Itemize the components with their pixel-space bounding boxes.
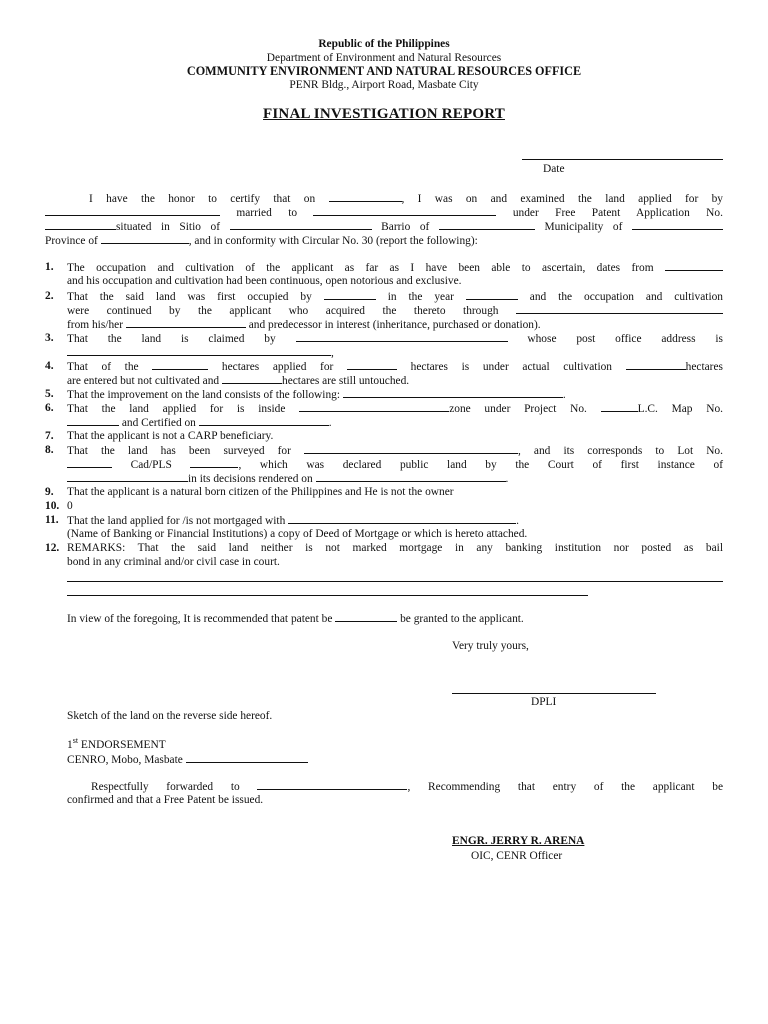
item-number: 4. (45, 360, 54, 372)
item-4-line-2 (67, 373, 409, 388)
hectares-total-field[interactable] (152, 359, 208, 370)
item-10-line-1: 0 (67, 500, 73, 512)
item-8-line-2 (67, 457, 723, 472)
item-text: That the improvement on the land consists of the following: (67, 389, 341, 401)
item-number: 1. (45, 261, 54, 273)
item-text: That the land applied for /is not mortgaged with (67, 515, 286, 527)
date-label: Date (543, 163, 565, 175)
first-occupant-field[interactable] (324, 289, 376, 300)
intro-text: under Free Patent Application No. (512, 207, 723, 219)
signatory-name: ENGR. JERRY R. ARENA (452, 835, 585, 847)
item-text: whose post office address is (527, 333, 723, 345)
item-9-line-1: That the applicant is a natural born citizen of the Philippines and He is not the owner (67, 486, 454, 498)
item-text: , which was declared public land by the Court of first instance of (238, 459, 723, 471)
exam-date-field[interactable] (329, 191, 402, 202)
item-number: 8. (45, 444, 54, 456)
item-text: are entered but not cultivated and (67, 375, 220, 387)
intro-text: , and in conformity with Circular No. 30 (report the following): (188, 235, 478, 247)
lot-no-field[interactable] (67, 457, 112, 468)
post-office-address-field[interactable] (67, 345, 331, 356)
item-8-line-1 (67, 443, 723, 458)
item-1-line-2: and his occupation and cultivation had been continuous, open notorious and exclusive. (67, 275, 462, 287)
hectares-cultivated-field[interactable] (626, 359, 686, 370)
intro-text: Municipality of (544, 221, 623, 233)
item-11-line-2: (Name of Banking or Financial Institutions) a copy of Deed of Mortgage or which is hereto attached. (67, 528, 528, 540)
hectares-untouched-field[interactable] (222, 373, 282, 384)
item-number: 7. (45, 430, 54, 442)
intro-text: Province of (45, 235, 98, 247)
item-5-line-1: That the improvement on the land consists of the following: . (67, 389, 566, 401)
item-text: That of the (67, 361, 139, 373)
item-number: 12. (45, 542, 60, 554)
item-2-line-2 (67, 303, 723, 318)
sitio-field[interactable] (230, 219, 372, 230)
intro-line-4 (45, 233, 478, 248)
item-text: from his/her (67, 319, 123, 331)
barrio-field[interactable] (439, 219, 535, 230)
intro-line-3 (45, 219, 723, 234)
page-title: FINAL INVESTIGATION REPORT (263, 106, 505, 122)
mortgagee-field[interactable] (288, 513, 516, 524)
address-line: PENR Bldg., Airport Road, Masbate City (289, 79, 479, 91)
item-text: zone under Project No. (449, 403, 587, 415)
item-text: L.C. Map No. (637, 403, 723, 415)
lc-map-no-field[interactable] (67, 415, 119, 426)
item-text: That the land is claimed by (67, 333, 276, 345)
item-4-line-1 (67, 359, 723, 374)
zone-field[interactable] (299, 401, 449, 412)
item-text: were continued by the applicant who acquired the thereto through (67, 305, 499, 317)
recommendation-text: In view of the foregoing, It is recommended that patent be (67, 613, 333, 625)
surveyed-for-field[interactable] (304, 443, 518, 454)
endorsement-ordinal: 1 (67, 739, 73, 751)
intro-line-1 (45, 191, 723, 206)
item-number: 5. (45, 388, 54, 400)
item-text: hectares are still untouched. (282, 375, 410, 387)
occupied-year-field[interactable] (466, 289, 518, 300)
item-text: and the occupation and cultivation (529, 291, 724, 303)
sketch-note: Sketch of the land on the reverse side hereof. (67, 710, 273, 722)
intro-text: , I was on and examined the land applied for by (401, 193, 723, 205)
item-text: in the year (387, 291, 454, 303)
improvement-field[interactable] (343, 387, 563, 398)
hectares-applied-field[interactable] (347, 359, 397, 370)
item-6-line-2: and Certified on . (67, 415, 332, 430)
item-number: 11. (45, 514, 59, 526)
item-3-line-2: , (67, 345, 334, 360)
item-number: 9. (45, 486, 54, 498)
intro-text: situated in Sitio of (116, 221, 221, 233)
application-no-field[interactable] (45, 219, 116, 230)
signatory-position: OIC, CENR Officer (471, 850, 563, 862)
endorsement-ordinal-suffix: st (72, 736, 79, 746)
item-number: 6. (45, 402, 54, 414)
decision-date-field[interactable] (316, 471, 506, 482)
item-3-line-1 (67, 331, 723, 346)
applicant-name-field[interactable] (45, 205, 220, 216)
dpli-label: DPLI (531, 696, 557, 708)
spouse-name-field[interactable] (313, 205, 496, 216)
predecessor-field[interactable] (126, 317, 246, 328)
item-text: in its decisions rendered on (188, 473, 313, 485)
project-no-field[interactable] (601, 401, 638, 412)
item-2-line-3 (67, 317, 541, 332)
item-12-line-1: REMARKS: That the said land neither is not marked mortgage in any banking institution nor posted as bail (67, 542, 723, 554)
item-text: hectares is under actual cultivation (410, 361, 612, 373)
item-text: The occupation and cultivation of the applicant as far as I have been able to ascertain, dates from (67, 262, 654, 274)
province-field[interactable] (101, 233, 189, 244)
certified-on-field[interactable] (199, 415, 329, 426)
intro-line-2 (45, 205, 723, 220)
item-text: That the land applied for is inside (67, 403, 286, 415)
item-text: , and its corresponds to Lot No. (518, 445, 723, 457)
item-2-line-1 (67, 289, 723, 304)
item-text: Cad/PLS (130, 459, 172, 471)
item-number: 2. (45, 290, 54, 302)
forward-text: Respectfully forwarded to (91, 781, 240, 793)
item-7-line-1: That the applicant is not a CARP beneficiary. (67, 430, 274, 442)
endorsement-label: ENDORSEMENT (80, 739, 166, 751)
item-text: That the land has been surveyed for (67, 445, 291, 457)
department-line: Department of Environment and Natural Resources (266, 52, 502, 64)
intro-text: I have the honor to certify that on (89, 193, 316, 205)
item-text: and Certified on (121, 417, 196, 429)
item-text: and predecessor in interest (inheritance, purchased or donation). (248, 319, 541, 331)
forwarded-to-field[interactable] (257, 779, 407, 790)
cenro-date-field[interactable] (186, 752, 308, 763)
intro-text: married to (236, 207, 298, 219)
item-text: hectares (685, 361, 723, 373)
claimant-field[interactable] (296, 331, 508, 342)
recommendation-text: be granted to the applicant. (400, 613, 524, 625)
item-number: 10. (45, 500, 60, 512)
forward-line-1 (67, 779, 723, 794)
cenro-text: CENRO, Mobo, Masbate (67, 754, 183, 766)
remarks-line-1[interactable] (67, 581, 723, 582)
item-text: hectares applied for (221, 361, 334, 373)
item-11-line-1: That the land applied for /is not mortgaged with . (67, 515, 519, 527)
cenro-line (67, 752, 308, 767)
remarks-line-2[interactable] (67, 595, 588, 596)
patent-recommendation-field[interactable] (335, 611, 397, 622)
endorsement-heading (67, 738, 166, 752)
forward-line-2: confirmed and that a Free Patent be issued. (67, 794, 264, 806)
date-field[interactable] (522, 159, 723, 160)
item-8-line-3: in its decisions rendered on . (67, 471, 508, 486)
item-12-line-2: bond in any criminal and/or civil case in court. (67, 556, 280, 568)
forward-text: , Recommending that entry of the applicant be (407, 781, 723, 793)
closing-text: Very truly yours, (452, 640, 529, 652)
item-1-line-1 (67, 260, 723, 275)
court-field[interactable] (67, 471, 188, 482)
acquisition-mode-field[interactable] (516, 303, 723, 314)
cad-pls-field[interactable] (190, 457, 238, 468)
occupation-date-field[interactable] (665, 260, 723, 271)
item-6-line-1 (67, 401, 723, 416)
recommendation-line (67, 611, 524, 626)
item-text: That the said land was first occupied by (67, 291, 312, 303)
intro-text: Barrio of (381, 221, 430, 233)
republic-line: Republic of the Philippines (318, 38, 450, 50)
item-number: 3. (45, 332, 54, 344)
municipality-field[interactable] (632, 219, 723, 230)
dpli-signature-line[interactable] (452, 693, 656, 694)
office-line: COMMUNITY ENVIRONMENT AND NATURAL RESOURCES OFFICE (186, 64, 582, 78)
